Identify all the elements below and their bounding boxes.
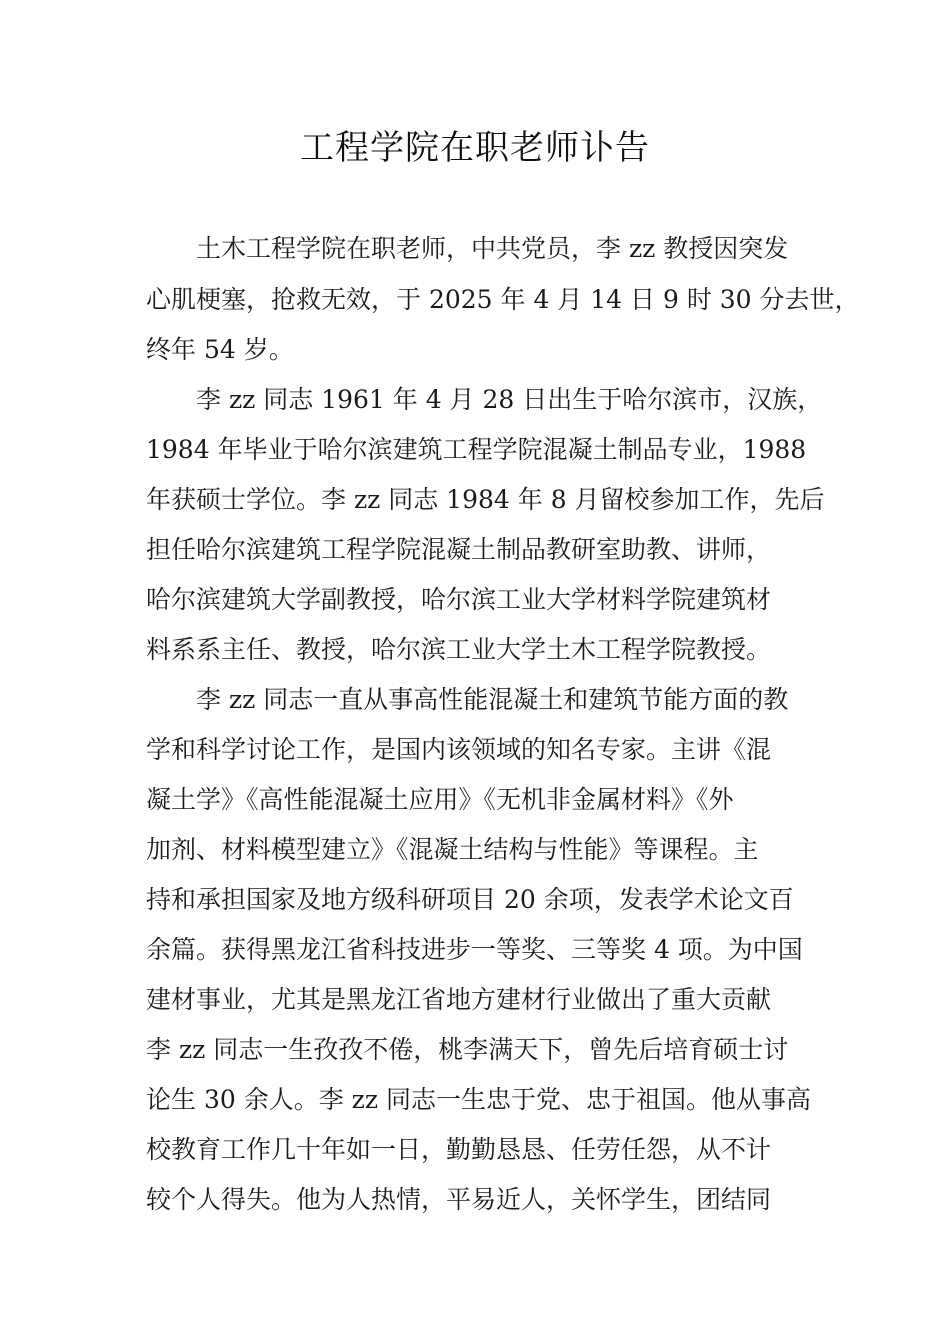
- paragraph-3-line-8: 李 zz 同志一生孜孜不倦，桃李满天下，曾先后培育硕士讨: [146, 1035, 789, 1064]
- paragraph-3-line-11: 较个人得失。他为人热情，平易近人，关怀学生，团结同: [146, 1185, 772, 1214]
- paragraph-1-line-1: 土木工程学院在职老师，中共党员，李 zz 教授因突发: [196, 234, 789, 263]
- paragraph-3-line-6: 余篇。获得黑龙江省科技进步一等奖、三等奖 4 项。为中国: [146, 935, 803, 964]
- paragraph-2-line-2: 1984 年毕业于哈尔滨建筑工程学院混凝土制品专业，1988: [146, 435, 807, 464]
- paragraph-1-line-3: 终年 54 岁。: [146, 335, 294, 364]
- paragraph-3-line-1: 李 zz 同志一直从事高性能混凝土和建筑节能方面的教: [196, 685, 789, 714]
- page-title: 工程学院在职老师讣告: [300, 128, 650, 168]
- paragraph-2-line-5: 哈尔滨建筑大学副教授，哈尔滨工业大学材料学院建筑材: [146, 585, 772, 614]
- paragraph-3-line-7: 建材事业，尤其是黑龙江省地方建材行业做出了重大贡献: [146, 985, 772, 1014]
- paragraph-2-line-6: 料系系主任、教授，哈尔滨工业大学土木工程学院教授。: [146, 635, 772, 664]
- paragraph-3-line-3: 凝土学》《高性能混凝土应用》《无机非金属材料》《外: [146, 785, 734, 814]
- paragraph-1-line-2: 心肌梗塞，抢救无效，于 2025 年 4 月 14 日 9 时 30 分去世，: [146, 285, 860, 314]
- paragraph-2-line-1: 李 zz 同志 1961 年 4 月 28 日出生于哈尔滨市，汉族，: [196, 385, 823, 414]
- paragraph-3-line-4: 加剂、材料模型建立》《混凝土结构与性能》等课程。主: [146, 835, 759, 864]
- paragraph-2-line-4: 担任哈尔滨建筑工程学院混凝土制品教研室助教、讲师，: [146, 535, 772, 564]
- paragraph-3-line-10: 校教育工作几十年如一日，勤勤恳恳、任劳任怨，从不计: [146, 1135, 772, 1164]
- paragraph-2-line-3: 年获硕士学位。李 zz 同志 1984 年 8 月留校参加工作，先后: [146, 485, 825, 514]
- paragraph-3-line-2: 学和科学讨论工作，是国内该领域的知名专家。主讲《混: [146, 735, 772, 764]
- paragraph-3-line-5: 持和承担国家及地方级科研项目 20 余项，发表学术论文百: [146, 885, 794, 914]
- paragraph-3-line-9: 论生 30 余人。李 zz 同志一生忠于党、忠于祖国。他从事高: [146, 1085, 811, 1114]
